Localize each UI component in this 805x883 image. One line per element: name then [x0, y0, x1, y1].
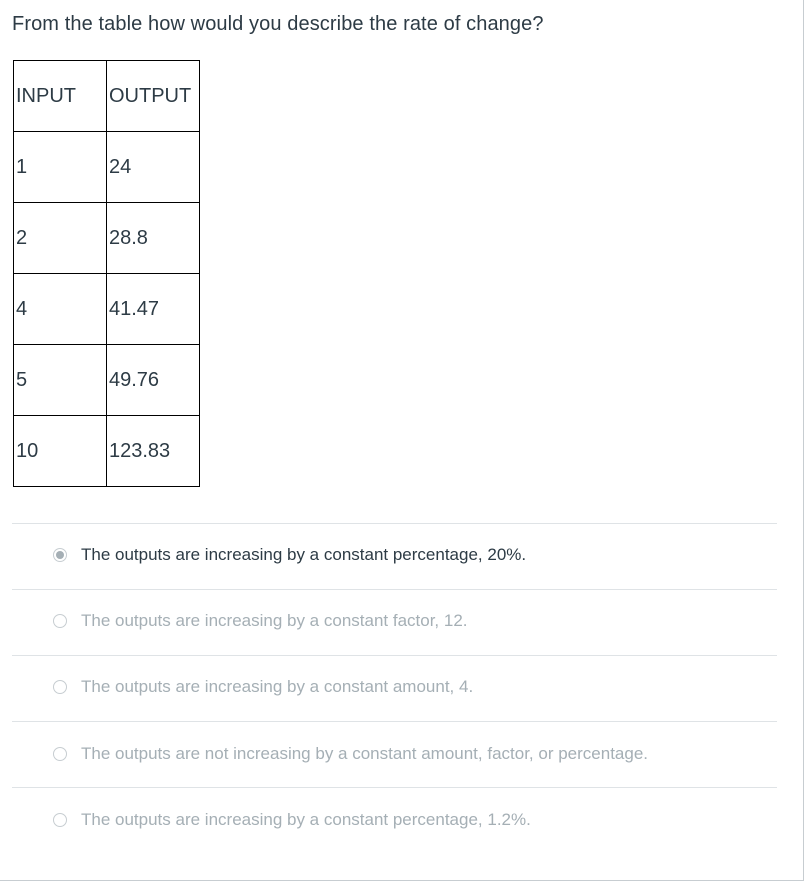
table-cell-input: 10 — [14, 416, 107, 487]
table-cell-input: 1 — [14, 132, 107, 203]
table-header-input: INPUT — [14, 61, 107, 132]
answer-divider — [12, 655, 777, 656]
table-cell-output: 49.76 — [107, 345, 200, 416]
table-cell-input: 2 — [14, 203, 107, 274]
radio-selected-icon[interactable] — [53, 548, 67, 562]
answer-option-3[interactable] — [53, 675, 473, 699]
radio-unselected-icon[interactable] — [53, 813, 67, 827]
input-output-table — [13, 60, 200, 487]
answer-label: The outputs are increasing by a constant factor, 12. — [81, 611, 468, 630]
table-header-row — [14, 61, 200, 132]
radio-unselected-icon[interactable] — [53, 680, 67, 694]
answer-label: The outputs are increasing by a constant percentage, 20%. — [81, 545, 527, 564]
table-cell-output: 24 — [107, 132, 200, 203]
radio-unselected-icon[interactable] — [53, 747, 67, 761]
table-row — [14, 274, 200, 345]
table-row — [14, 132, 200, 203]
table-header-output: OUTPUT — [107, 61, 200, 132]
answer-label: The outputs are increasing by a constant percentage, 1.2%. — [81, 810, 531, 829]
answer-divider — [12, 589, 777, 590]
question-text: From the table how would you describe the rate of change? — [12, 13, 544, 35]
table-cell-output: 28.8 — [107, 203, 200, 274]
answer-label: The outputs are increasing by a constant amount, 4. — [81, 677, 474, 696]
table-cell-output: 123.83 — [107, 416, 200, 487]
answer-option-5[interactable] — [53, 808, 531, 832]
answer-label: The outputs are not increasing by a constant amount, factor, or percentage. — [81, 744, 649, 763]
answer-divider — [12, 721, 777, 722]
table-cell-input: 4 — [14, 274, 107, 345]
table-cell-output: 41.47 — [107, 274, 200, 345]
table-row — [14, 416, 200, 487]
table-row — [14, 203, 200, 274]
answer-option-2[interactable] — [53, 609, 468, 633]
table-row — [14, 345, 200, 416]
answer-option-1[interactable] — [53, 543, 526, 567]
table-cell-input: 5 — [14, 345, 107, 416]
answer-divider — [12, 523, 777, 524]
radio-unselected-icon[interactable] — [53, 614, 67, 628]
answer-option-4[interactable] — [53, 742, 648, 766]
answer-divider — [12, 787, 777, 788]
